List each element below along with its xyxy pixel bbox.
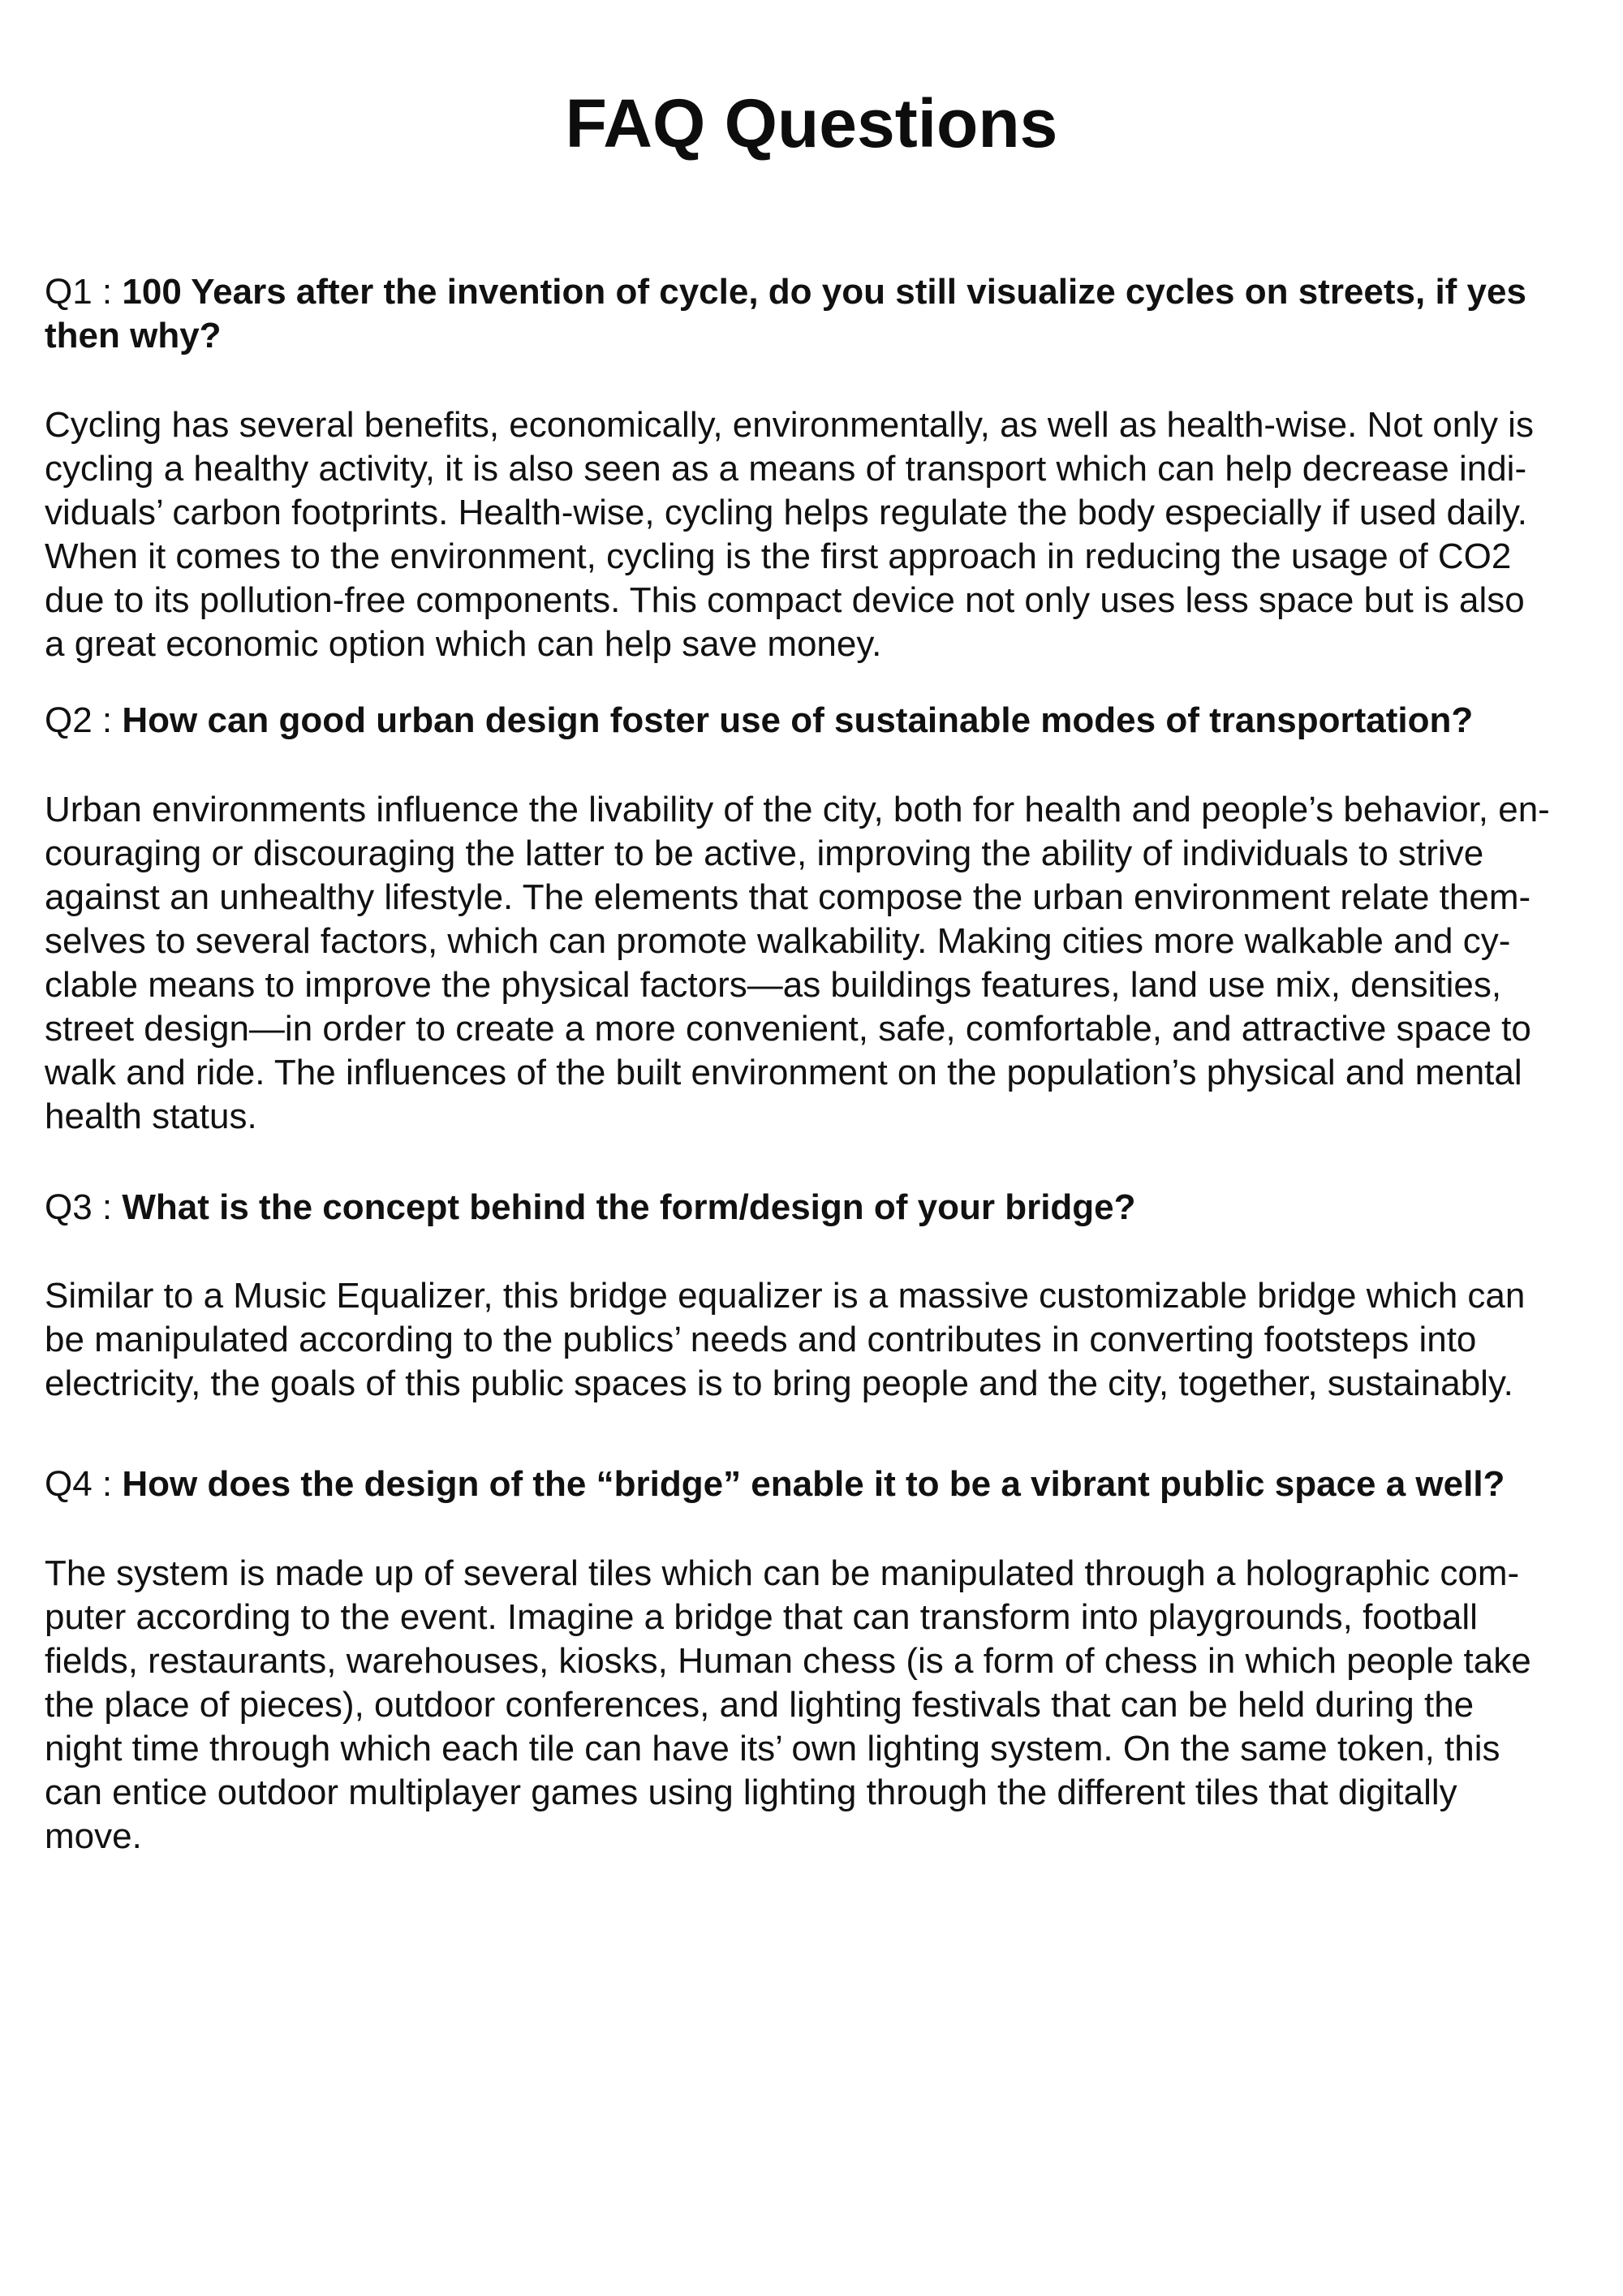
faq-answer-block-4 (45, 1552, 1611, 1859)
faq-answer-block-1 (45, 403, 1611, 666)
faq-question-4 (45, 1462, 1611, 1506)
faq-answer-3: Similar to a Music Equalizer, this bridge equalizer is a massive customizable bridge which can be manipulated according to the publics’ needs and contributes in converting footsteps into electricity, the goals of this public spaces is to bring people and the city, together, sustainably. (45, 1276, 1526, 1403)
faq-answer-block-2 (45, 788, 1611, 1139)
faq-answer-block-3 (45, 1274, 1611, 1406)
question-label-3: Q3 : (45, 1187, 123, 1227)
question-label-2: Q2 : (45, 700, 123, 740)
faq-item-3 (45, 1186, 1611, 1230)
faq-item-1 (45, 270, 1611, 358)
faq-answer-4: The system is made up of several tiles which can be manipulated through a holographic com- puter according to the event. Imagine a bridge that can transform into playgrounds, football fields, restaurants, warehouses, kiosks, Human chess (is a form of chess in which people take the place of pieces), outdoor conferences, and lighting festivals that can be held during the night time through which each tile can have its’ own lighting system. On the same token, this can entice outdoor multiplayer games using lighting through the different tiles that digitally move. (45, 1553, 1531, 1856)
faq-question-1 (45, 270, 1611, 358)
faq-question-2 (45, 699, 1611, 743)
question-label-1: Q1 : (45, 272, 123, 312)
question-text-4: How does the design of the “bridge” enable it to be a vibrant public space a well? (122, 1464, 1505, 1504)
question-text-1: 100 Years after the invention of cycle, do you still visualize cycles on streets, if yes then why? (45, 272, 1526, 355)
question-text-3: What is the concept behind the form/design of your bridge? (122, 1187, 1136, 1227)
faq-question-3 (45, 1186, 1611, 1230)
question-label-4: Q4 : (45, 1464, 123, 1504)
page-title: FAQ Questions (565, 85, 1058, 162)
question-text-2: How can good urban design foster use of sustainable modes of transportation? (122, 700, 1474, 740)
faq-answer-1: Cycling has several benefits, economically, environmentally, as well as health-wise. Not only is cycling a healthy activity, it is also seen as a means of transport which can help decrease indi- viduals’ carbon footprints. Health-wise, cycling helps regulate the body especially if used daily. When it comes to the environment, cycling is the first approach in reducing the usage of CO2 due to its pollution-free components. This compact device not only uses less space but is also a great economic option which can help save money. (45, 405, 1534, 664)
faq-item-2 (45, 699, 1611, 743)
faq-answer-2: Urban environments influence the livability of the city, both for health and people’s behavior, en- couraging or discouraging the latter to be active, improving the ability of individuals to strive against an unhealthy lifestyle. The elements that compose the urban environment relate them- selves to several factors, which can promote walkability. Making cities more walkable and cy- clable means to improve the physical factors—as buildings features, land use mix, densities, street design—in order to create a more convenient, safe, comfortable, and attractive space to walk and ride. The influences of the built environment on the population’s physical and mental health status. (45, 790, 1550, 1136)
faq-item-4 (45, 1462, 1611, 1506)
